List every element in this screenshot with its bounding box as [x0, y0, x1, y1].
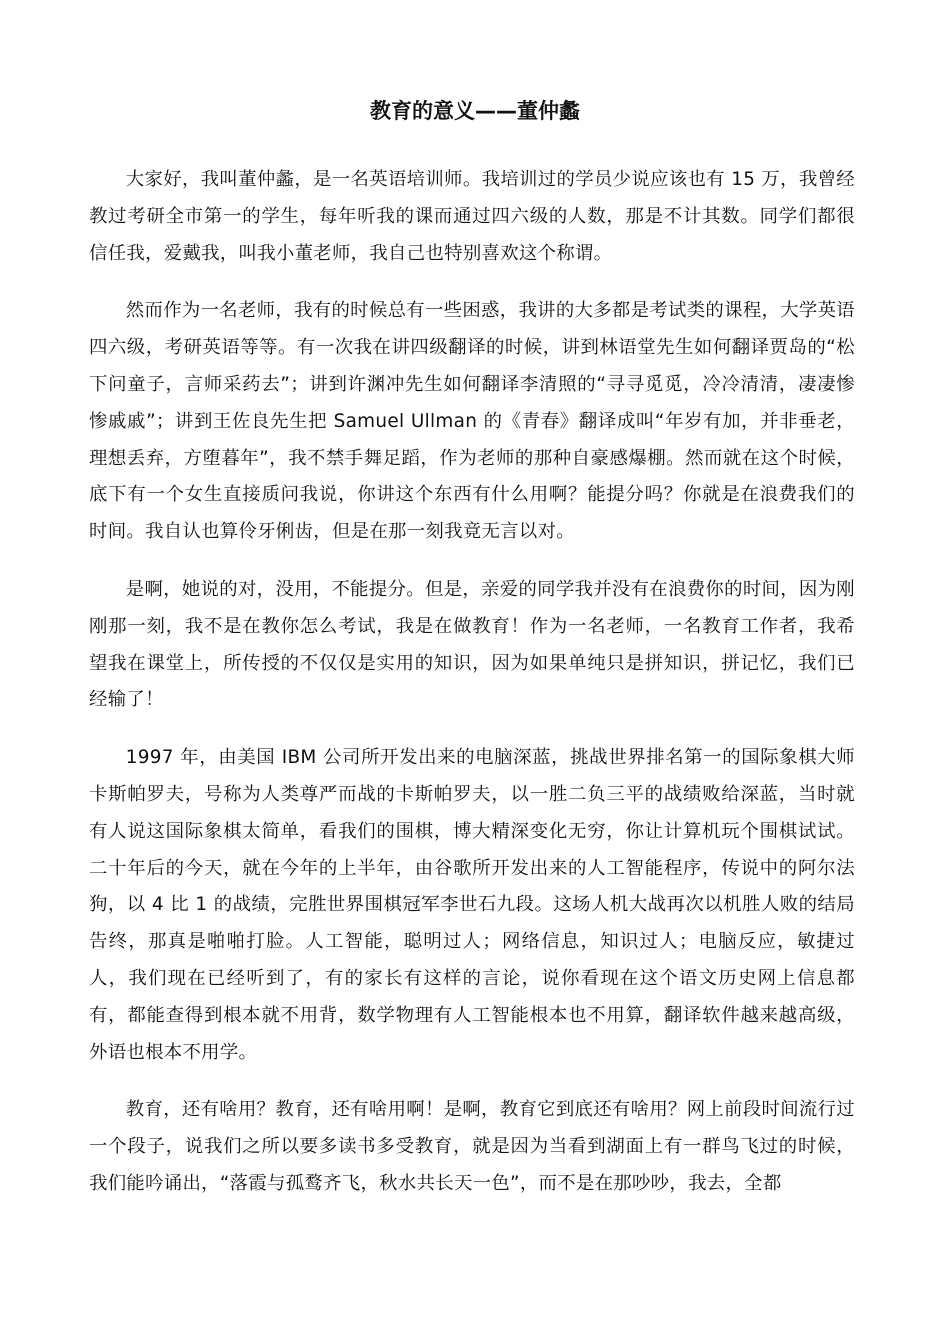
paragraph-introduction: 大家好，我叫董仲蠡，是一名英语培训师。我培训过的学员少说应该也有 15 万，我曾经教过考研全市第一的学生，每年听我的课而通过四六级的人数，那是不计其数。同学们都很信任我，爱戴我，叫我小董老师，我自己也特别喜欢这个称谓。: [89, 169, 855, 264]
document-body: [89, 162, 855, 1224]
paragraph-response: 是啊，她说的对，没用，不能提分。但是，亲爱的同学我并没有在浪费你的时间，因为刚刚那一刻，我不是在教你怎么考试，我是在做教育！作为一名老师，一名教育工作者，我希望我在课堂上，所传授的不仅仅是实用的知识，因为如果单纯只是拼知识，拼记忆，我们已经输了！: [89, 578, 855, 711]
paragraph-confusion: 然而作为一名老师，我有的时候总有一些困惑，我讲的大多都是考试类的课程，大学英语四六级，考研英语等等。有一次我在讲四级翻译的时候，讲到林语堂先生如何翻译贾岛的“松下问童子，言师采药去”；讲到许渊冲先生如何翻译李清照的“寻寻觅觅，冷冷清清，凄凄惨惨戚戚”；讲到王佐良先生把 Samuel Ullman 的《青春》翻译成叫“年岁有加，并非垂老，理想丢弃，方堕暮年”，我不禁手舞足蹈，作为老师的那种自豪感爆棚。然而就在这个时候，底下有一个女生直接质问我说，你讲这个东西有什么用啊？能提分吗？你就是在浪费我们的时间。我自认也算伶牙俐齿，但是在那一刻我竟无言以对。: [89, 300, 855, 543]
paragraph-education-use: 教育，还有啥用？教育，还有啥用啊！是啊，教育它到底还有啥用？网上前段时间流行过一个段子，说我们之所以要多读书多受教育，就是因为当看到湖面上有一群鸟飞过的时候，我们能吟诵出，“落霞与孤鹜齐飞，秋水共长天一色”，而不是在那吵吵，我去，全都: [89, 1099, 855, 1194]
paragraph-ai-history: 1997 年，由美国 IBM 公司所开发出来的电脑深蓝，挑战世界排名第一的国际象棋大师卡斯帕罗夫，号称为人类尊严而战的卡斯帕罗夫，以一胜二负三平的战绩败给深蓝，当时就有人说这国际象棋太简单，看我们的围棋，博大精深变化无穷，你让计算机玩个围棋试试。二十年后的今天，就在今年的上半年，由谷歌所开发出来的人工智能程序，传说中的阿尔法狗，以 4 比 1 的战绩，完胜世界围棋冠军李世石九段。这场人机大战再次以机胜人败的结局告终，那真是啪啪打脸。人工智能，聪明过人；网络信息，知识过人；电脑反应，敏捷过人，我们现在已经听到了，有的家长有这样的言论，说你看现在这个语文历史网上信息都有，都能查得到根本就不用背，数学物理有人工智能根本也不用算，翻译软件越来越高级，外语也根本不用学。: [89, 747, 855, 1063]
document-title: 教育的意义——董仲蠡: [370, 99, 580, 123]
